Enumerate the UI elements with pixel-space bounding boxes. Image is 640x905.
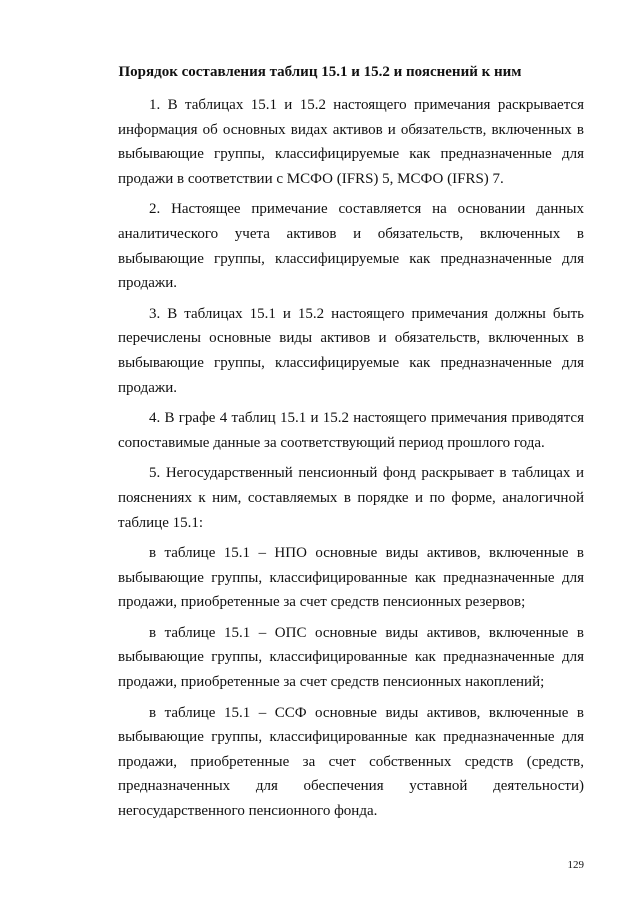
paragraph-2: 2. Настоящее примечание составляется на основании данных аналитического учета активов и обязательств, включенных в выбывающие группы, классифицируемые как предназначенные для продажи. — [118, 201, 584, 292]
section-title: Порядок составления таблиц 15.1 и 15.2 и пояснений к ним — [118, 64, 522, 80]
paragraph-ssf: в таблице 15.1 – ССФ основные виды активов, включенные в выбывающие группы, классифицированные как предназначенные для продажи, приобретенные за счет собственных средств (средств, предназначенных для обеспечения уставной деятельности) негосударственного пенсионного фонда. — [118, 704, 584, 820]
paragraph-npo: в таблице 15.1 – НПО основные виды активов, включенные в выбывающие группы, классифицированные как предназначенные для продажи, приобретенные за счет средств пенсионных резервов; — [118, 545, 584, 611]
paragraph-5: 5. Негосударственный пенсионный фонд раскрывает в таблицах и пояснениях к ним, составляемых в порядке и по форме, аналогичной таблице 15.1: — [118, 465, 584, 531]
paragraph-3: 3. В таблицах 15.1 и 15.2 настоящего примечания должны быть перечислены основные виды активов и обязательств, включенных в выбывающие группы, классифицируемые как предназначенные для продажи. — [118, 305, 584, 396]
paragraph-1: 1. В таблицах 15.1 и 15.2 настоящего примечания раскрывается информация об основных видах активов и обязательств, включенных в выбывающие группы, классифицируемые как предназначенные для продажи в соответствии с МСФО (IFRS) 5, МСФО (IFRS) 7. — [118, 97, 584, 187]
paragraph-ops: в таблице 15.1 – ОПС основные виды активов, включенные в выбывающие группы, классифицированные как предназначенные для продажи, приобретенные за счет средств пенсионных накоплений; — [118, 624, 584, 691]
page-number: 129 — [567, 859, 584, 871]
paragraph-4: 4. В графе 4 таблиц 15.1 и 15.2 настоящего примечания приводятся сопоставимые данные за соответствующий период прошлого года. — [118, 410, 584, 451]
body-text — [118, 93, 584, 830]
